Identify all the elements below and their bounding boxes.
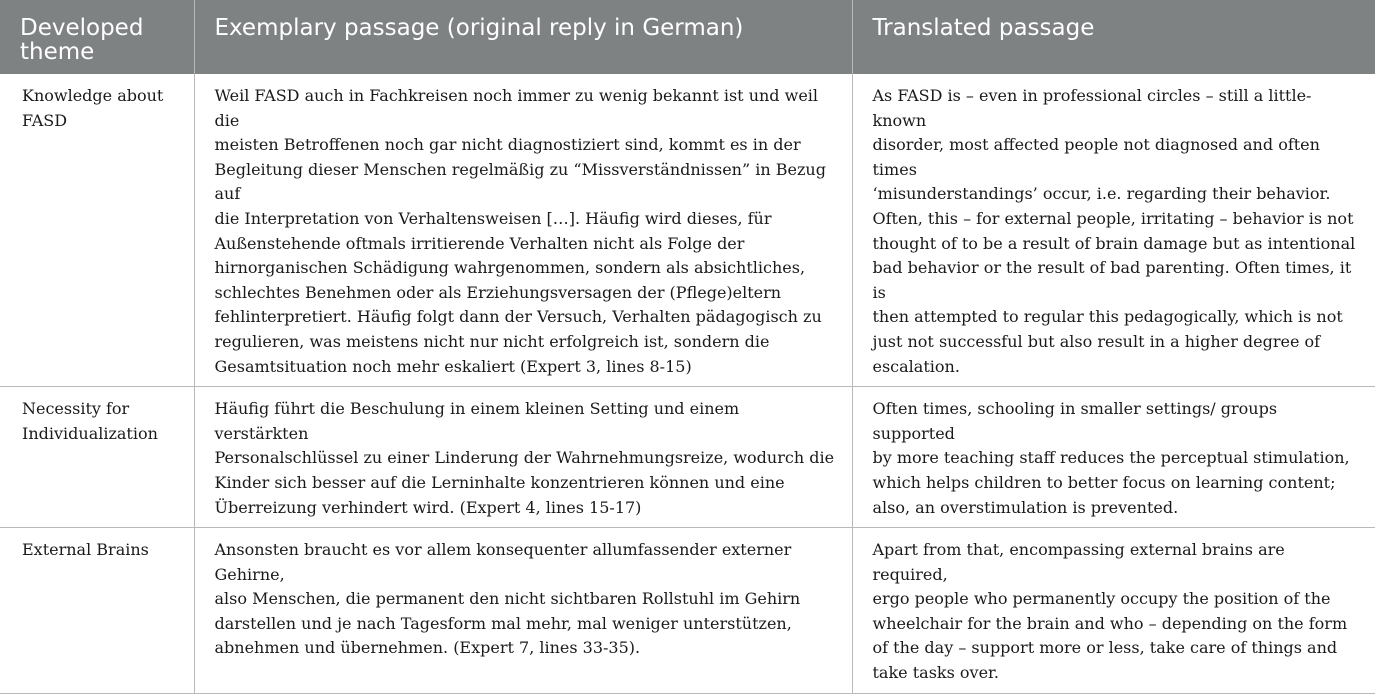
header-exemplary-passage: Exemplary passage (original reply in German) [194, 0, 852, 74]
table-header-row [0, 0, 1375, 74]
translated-passage-cell: Often times, schooling in smaller settings/ groups supported by more teaching staff reduces the perceptual stimulation, which helps children to better focus on learning content; also, an overstimulation is prevented. [852, 387, 1375, 528]
theme-cell: Knowledge about FASD [0, 74, 194, 387]
translated-passage-cell: Apart from that, encompassing external brains are required, ergo people who permanently occupy the position of the wheelchair for the brain and who – depending on the form of the day – support more or less, take care of things and take tasks over. [852, 528, 1375, 694]
table-row [0, 528, 1375, 694]
translated-passage-cell: As FASD is – even in professional circles – still a little-known disorder, most affected people not diagnosed and often times ‘misunderstandings’ occur, i.e. regarding their behavior. Often, this – for external people, irritating – behavior is not thought of to be a result of brain damage but as intentional bad behavior or the result of bad parenting. Often times, it is then attempted to regular this pedagogically, which is not just not successful but also result in a higher degree of escalation. [852, 74, 1375, 387]
original-passage-cell: Häufig führt die Beschulung in einem kleinen Setting und einem verstärkten Personalschlüssel zu einer Linderung der Wahrnehmungsreize, wodurch die Kinder sich besser auf die Lerninhalte konzentrieren können und eine Überreizung verhindert wird. (Expert 4, lines 15-17) [194, 387, 852, 528]
table-row [0, 387, 1375, 528]
original-passage-cell: Weil FASD auch in Fachkreisen noch immer zu wenig bekannt ist und weil die meisten Betroffenen noch gar nicht diagnostiziert sind, kommt es in der Begleitung dieser Menschen regelmäßig zu “Missverständnissen” in Bezug auf die Interpretation von Verhaltensweisen […]. Häufig wird dieses, für Außenstehende oftmals irritierende Verhalten nicht als Folge der hirnorganischen Schädigung wahrgenommen, sondern als absichtliches, schlechtes Benehmen oder als Erziehungsversagen der (Pflege)eltern fehlinterpretiert. Häufig folgt dann der Versuch, Verhalten pädagogisch zu regulieren, was meistens nicht nur nicht erfolgreich ist, sondern die Gesamtsituation noch mehr eskaliert (Expert 3, lines 8-15) [194, 74, 852, 387]
header-translated-passage: Translated passage [852, 0, 1375, 74]
theme-cell: Necessity for Individualization [0, 387, 194, 528]
table-row [0, 74, 1375, 387]
theme-cell: External Brains [0, 528, 194, 694]
header-developed-theme: Developed theme [0, 0, 194, 74]
original-passage-cell: Ansonsten braucht es vor allem konsequenter allumfassender externer Gehirne, also Menschen, die permanent den nicht sichtbaren Rollstuhl im Gehirn darstellen und je nach Tagesform mal mehr, mal weniger unterstützen, abnehmen und übernehmen. (Expert 7, lines 33-35). [194, 528, 852, 694]
